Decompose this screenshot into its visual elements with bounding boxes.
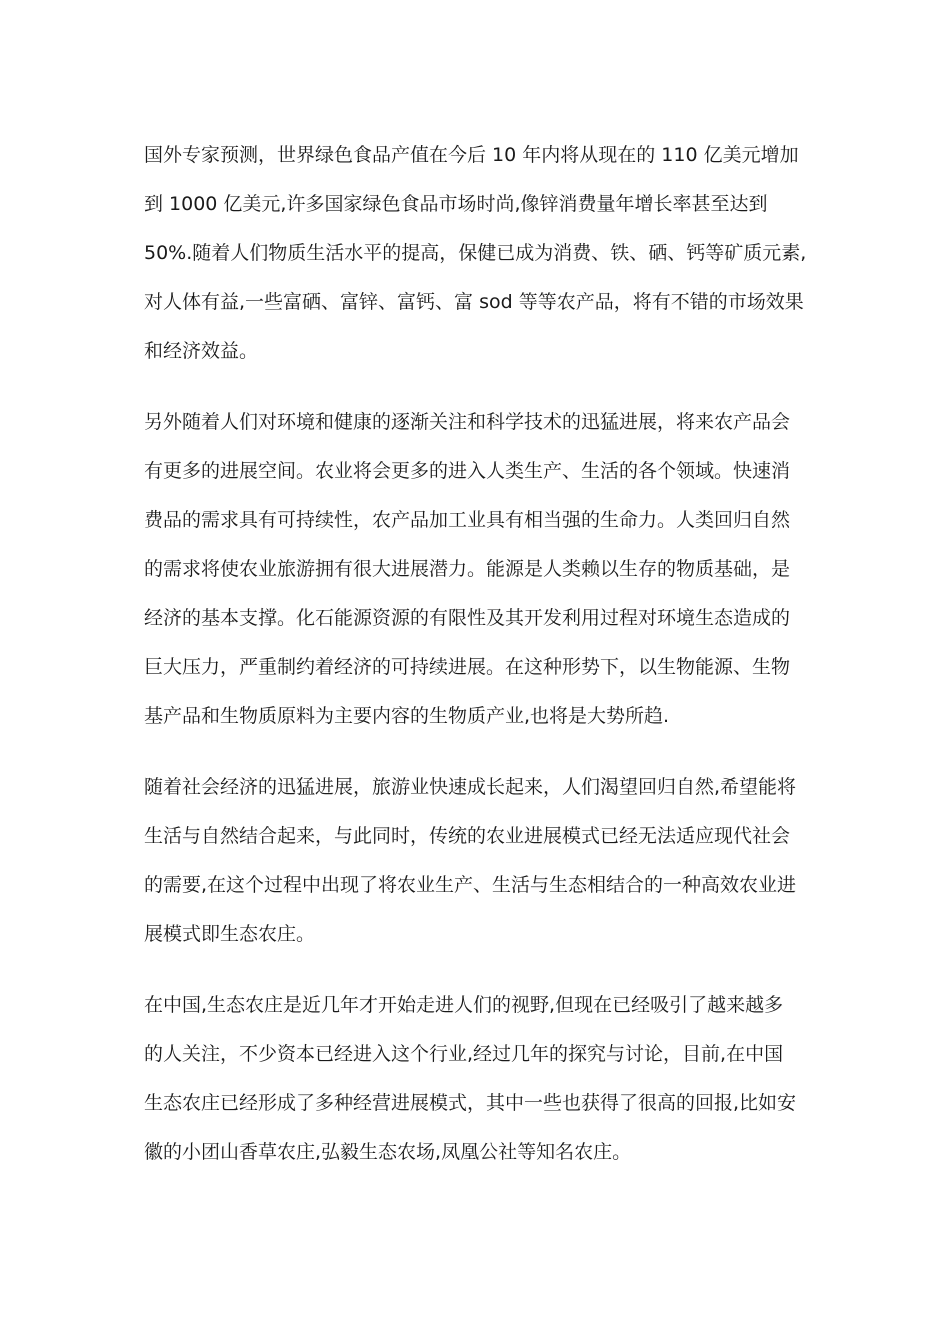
paragraph-spacer [144, 376, 824, 398]
text-line: 对人体有益,一些富硒、富锌、富钙、富 sod 等等农产品，将有不错的市场效果 [144, 291, 804, 313]
paragraph-spacer [144, 959, 824, 981]
text-line: 徽的小团山香草农庄,弘毅生态农场,凤凰公社等知名农庄。 [144, 1141, 632, 1163]
text-line: 生活与自然结合起来，与此同时，传统的农业进展模式已经无法适应现代社会 [144, 825, 791, 847]
paragraph-2 [144, 398, 824, 741]
text-line: 经济的基本支撑。化石能源资源的有限性及其开发利用过程对环境生态造成的 [144, 607, 791, 629]
text-line: 50%.随着人们物质生活水平的提高，保健已成为消费、铁、硒、钙等矿质元素, [144, 242, 807, 264]
paragraph-spacer [144, 741, 824, 763]
text-line: 随着社会经济的迅猛进展，旅游业快速成长起来，人们渴望回归自然,希望能将 [144, 776, 797, 798]
text-line: 有更多的进展空间。农业将会更多的进入人类生产、生活的各个领域。快速消 [144, 460, 791, 482]
text-line: 国外专家预测，世界绿色食品产值在今后 10 年内将从现在的 110 亿美元增加 [144, 144, 799, 166]
text-line: 的需求将使农业旅游拥有很大进展潜力。能源是人类赖以生存的物质基础，是 [144, 558, 791, 580]
text-line: 另外随着人们对环境和健康的逐渐关注和科学技术的迅猛进展，将来农产品会 [144, 411, 791, 433]
text-line: 生态农庄已经形成了多种经营进展模式，其中一些也获得了很高的回报,比如安 [144, 1092, 797, 1114]
text-line: 基产品和生物质原料为主要内容的生物质产业,也将是大势所趋. [144, 705, 670, 727]
paragraph-4 [144, 981, 824, 1177]
text-line: 的人关注，不少资本已经进入这个行业,经过几年的探究与讨论，目前,在中国 [144, 1043, 784, 1065]
text-line: 到 1000 亿美元,许多国家绿色食品市场时尚,像锌消费量年增长率甚至达到 [144, 193, 768, 215]
text-line: 在中国,生态农庄是近几年才开始走进人们的视野,但现在已经吸引了越来越多 [144, 994, 784, 1016]
text-line: 和经济效益。 [144, 340, 259, 362]
document-body [144, 131, 824, 1177]
text-line: 展模式即生态农庄。 [144, 923, 316, 945]
text-line: 费品的需求具有可持续性，农产品加工业具有相当强的生命力。人类回归自然 [144, 509, 791, 531]
paragraph-1 [144, 131, 824, 376]
paragraph-3 [144, 763, 824, 959]
text-line: 巨大压力，严重制约着经济的可持续进展。在这种形势下，以生物能源、生物 [144, 656, 791, 678]
text-line: 的需要,在这个过程中出现了将农业生产、生活与生态相结合的一种高效农业进 [144, 874, 797, 896]
